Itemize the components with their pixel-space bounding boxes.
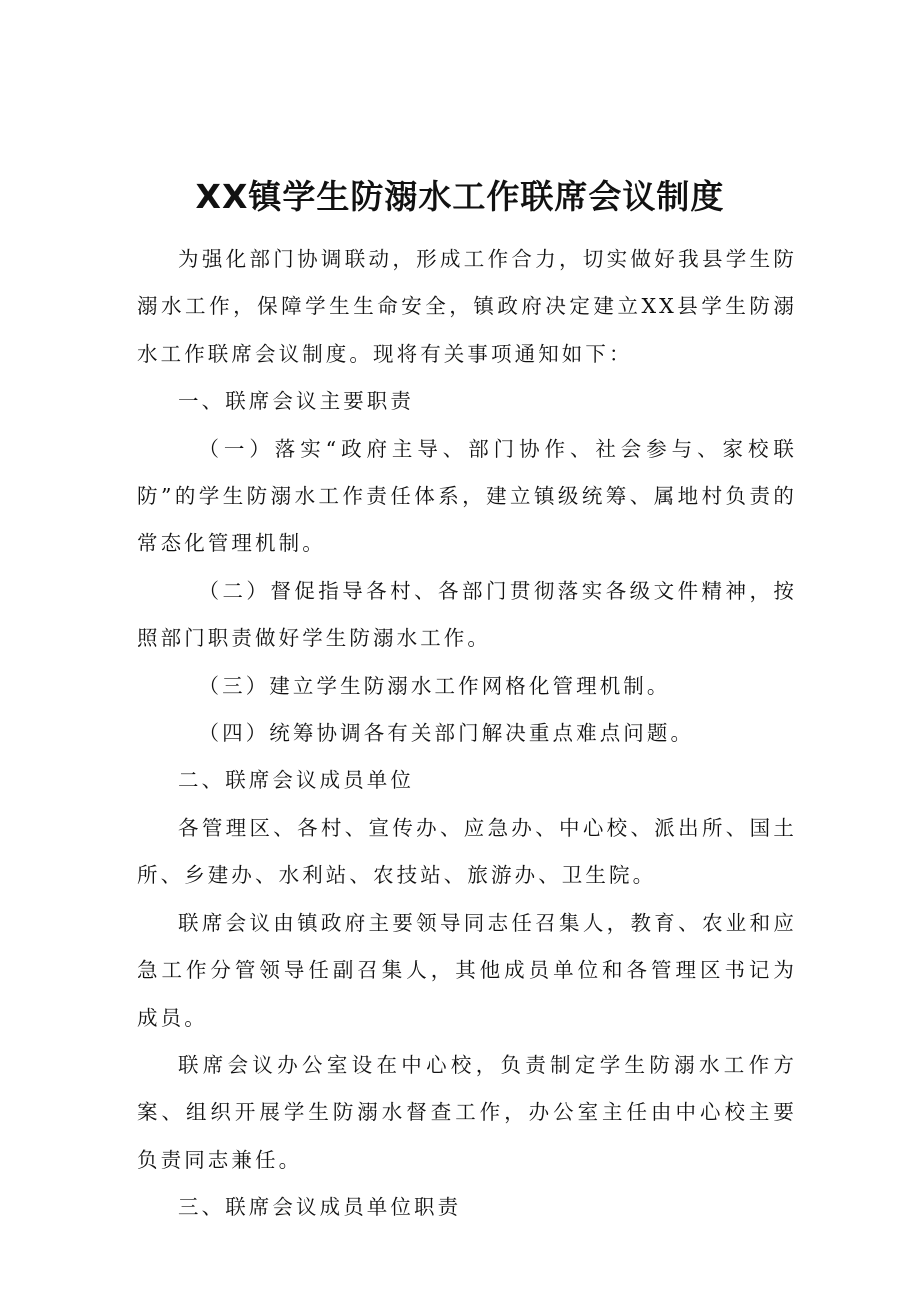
document-body [137,236,797,1232]
office-paragraph: 联席会议办公室设在中心校，负责制定学生防溺水工作方案、组织开展学生防溺水督查工作，办公室主任由中心校主要负责同志兼任。 [137,1052,797,1172]
section-heading-3: 三、联席会议成员单位职责 [178,1195,462,1220]
duty-item-4: （四）统筹协调各有关部门解决重点难点问题。 [198,721,695,746]
section-heading-1: 一、联席会议主要职责 [178,389,414,414]
duty-item-1: （一）落实“政府主导、部门协作、社会参与、家校联防”的学生防溺水工作责任体系，建立镇级统筹、属地村负责的常态化管理机制。 [137,436,797,556]
convener-paragraph: 联席会议由镇政府主要领导同志任召集人，教育、农业和应急工作分管领导任副召集人，其他成员单位和各管理区书记为成员。 [137,910,797,1030]
intro-paragraph: 为强化部门协调联动，形成工作合力，切实做好我县学生防溺水工作，保障学生生命安全，镇政府决定建立XX县学生防溺水工作联席会议制度。现将有关事项通知如下： [137,247,797,366]
member-units-paragraph: 各管理区、各村、宣传办、应急办、中心校、派出所、国土所、乡建办、水利站、农技站、旅游办、卫生院。 [137,815,797,888]
section-heading-2: 二、联席会议成员单位 [178,768,414,793]
duty-item-3: （三）建立学生防溺水工作网格化管理机制。 [198,673,671,698]
duty-item-2: （二）督促指导各村、各部门贯彻落实各级文件精神，按照部门职责做好学生防溺水工作。 [137,578,797,651]
document-title: XX镇学生防溺水工作联席会议制度 [195,177,725,216]
